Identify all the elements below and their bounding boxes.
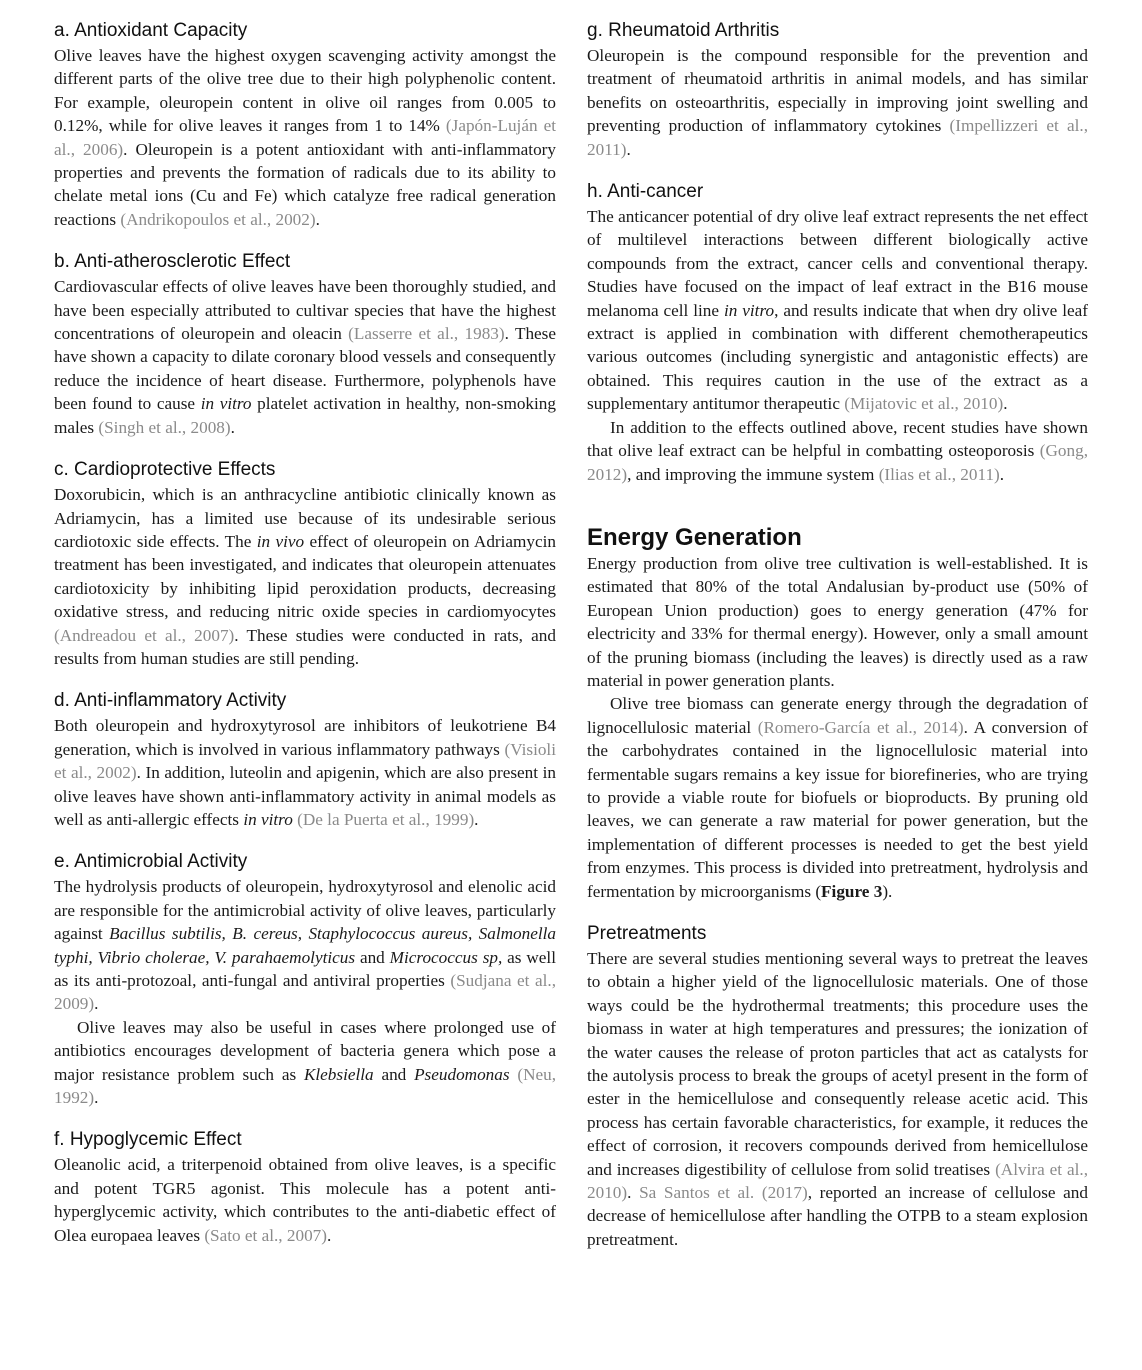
text-run: . Oleuropein is a potent antioxidant with anti-inflammatory properties and prevents the formation of radicals due to its ability to chelate metal ions (Cu and Fe) which catalyze free radical generation reactions — [54, 139, 556, 229]
citation-link[interactable]: (Visioli et al., 2002) — [54, 739, 556, 783]
citation-link[interactable]: (Alvira et al., 2010) — [587, 1159, 1088, 1203]
text-run: Cardiovascular effects of olive leaves have been thoroughly studied, and have been especially attributed to cultivar species that have the highest concentrations of oleuropein and oleacin — [54, 277, 556, 344]
paragraph-anti-inflammatory — [54, 714, 556, 831]
text-run: , and results indicate that when dry olive leaf extract is applied in combination with different chemotherapeutics various outcomes (including synergistic and antagonistic effects) are obtained. This requires caution in the use of the extract as a supplementary antitumor therapeutic — [587, 300, 1088, 414]
text-run: . — [626, 139, 631, 159]
text-run: platelet activation in healthy, non-smoking males — [54, 394, 556, 437]
paragraph-energy-generation: Energy production from olive tree cultivation is well-established. It is estimated that 80% of the total Andalusian by-product use (50% of European Union production) goes to energy generation (47% for electricity and 33% for thermal energy). However, only a small amount of the pruning biomass (including the leaves) is directly used as a raw material in power generation plants. — [587, 553, 1088, 690]
italic-term: in vitro — [723, 300, 775, 320]
citation-link[interactable]: (De la Puerta et al., 1999) — [297, 809, 475, 829]
citation-link[interactable]: (Impellizzeri et al., 2011) — [587, 116, 1088, 159]
text-run: . A conversion of the carbohydrates contained in the lignocellulosic material into fermentable sugars remains a key issue for biorefineries, who are trying to provide a viable route for biofuels or bioproducts. By pruning old leaves, we can generate a raw material for power generation, but the implementation of different processes is needed to get the best yield from enzymes. This process is divided into pretreatment, hydrolysis and fermentation by microorganisms ( — [587, 717, 1089, 901]
text-run: Oleanolic acid, a triterpenoid obtained from olive leaves, is a specific and potent TGR5 agonist. This molecule has a potent anti-hyperglycemic activity, which contributes to the anti-diabetic effect of Olea europaea leaves — [54, 1155, 556, 1245]
citation-link[interactable]: (Singh et al., 2008) — [98, 417, 231, 437]
paragraph-anti-cancer — [587, 205, 1088, 416]
citation-link[interactable]: (Andreadou et al., 2007) — [54, 625, 235, 645]
text-run: . In addition, luteolin and apigenin, which are also present in olive leaves have shown anti-inflammatory activity in animal models as well as anti-allergic effects — [54, 763, 556, 829]
italic-term: Micrococcus sp, — [389, 947, 503, 967]
text-run: as well as its anti-protozoal, anti-fungal and antiviral properties — [54, 947, 556, 990]
heading-antimicrobial: e. Antimicrobial Activity — [54, 851, 248, 873]
paragraph-cardioprotective — [54, 483, 556, 670]
text-run: . These have shown a capacity to dilate coronary blood vessels and consequently reduce the incidence of heart disease. Furthermore, polyphenols have been found to cause — [54, 324, 556, 414]
text-run: . — [326, 1225, 332, 1245]
text-run: Olive leaves may also be useful in cases where prolonged use of antibiotics encourages development of bacteria genera which pose a major resistance problem such as — [54, 1017, 556, 1084]
text-run: . — [315, 209, 320, 229]
text-run: Olive tree biomass can generate energy through the degradation of lignocellulosic material — [587, 694, 1088, 737]
text-run: . — [474, 809, 479, 829]
italic-term: in vitro — [243, 809, 293, 829]
paragraph-antimicrobial-2 — [54, 1016, 556, 1110]
text-run: and — [373, 1064, 415, 1084]
heading-anti-atherosclerotic: b. Anti-atherosclerotic Effect — [54, 251, 291, 273]
text-run: . — [94, 994, 99, 1014]
text-run: ). — [882, 881, 893, 901]
citation-link[interactable]: (Romero-García et al., 2014) — [757, 717, 964, 737]
heading-energy-generation: Energy Generation — [587, 523, 802, 551]
heading-rheumatoid-arthritis: g. Rheumatoid Arthritis — [587, 20, 780, 41]
heading-hypoglycemic: f. Hypoglycemic Effect — [54, 1129, 242, 1151]
citation-link[interactable]: Sa Santos et al. (2017) — [639, 1183, 808, 1203]
text-run: . — [230, 417, 235, 437]
text-run: , reported an increase of cellulose and decrease of hemicellulose after handling the OTPB to a steam explosion pretreatment. — [587, 1183, 1088, 1249]
text-run: Doxorubicin, which is an anthracycline antibiotic clinically known as Adriamycin, has a limited use because of its undesirable serious cardiotoxic side effects. The — [54, 485, 556, 551]
text-run: . — [999, 464, 1005, 484]
figure-reference[interactable]: Figure 3 — [821, 881, 883, 901]
citation-link[interactable]: (Gong, 2012) — [587, 441, 1088, 484]
paragraph-anti-atherosclerotic — [54, 275, 556, 439]
text-run: . — [627, 1183, 640, 1203]
paragraph-energy-generation-2 — [587, 692, 1088, 903]
citation-link[interactable]: (Japón-Luján et al., 2006) — [54, 116, 556, 159]
paragraph-pretreatments — [587, 947, 1088, 1251]
citation-link[interactable]: (Sudjana et al., 2009) — [54, 971, 556, 1014]
text-run: The hydrolysis products of oleuropein, hydroxytyrosol and elenolic acid are responsible for the antimicrobial activity of olive leaves, particularly against — [54, 877, 556, 944]
citation-link[interactable]: (Lasserre et al., 1983) — [348, 324, 505, 344]
paragraph-anti-cancer-2 — [587, 416, 1088, 486]
italic-term: in vivo — [256, 531, 305, 551]
text-run: The anticancer potential of dry olive leaf extract represents the net effect of multilevel interactions between different biologically active compounds from the extract, cancer cells and conventional therapy. Studies have focused on the impact of leaf extract in the B16 mouse melanoma cell line — [587, 207, 1088, 320]
citation-link[interactable]: (Mijatovic et al., 2010) — [844, 394, 1004, 414]
text-run: Olive leaves have the highest oxygen scavenging activity amongst the different parts of the olive tree due to their high polyphenolic content. For example, oleuropein content in olive oil ranges from 0.005 to 0.12%, while for olive leaves it ranges from 1 to 14% — [54, 46, 556, 136]
text-run: . These studies were conducted in rats, and results from human studies are still pending. — [54, 625, 556, 668]
italic-term: in vitro — [200, 394, 252, 414]
paragraph-hypoglycemic — [54, 1153, 556, 1247]
text-run: effect of oleuropein on Adriamycin treatment has been investigated, and indicates that oleuropein attenuates cardiotoxicity by inhibiting lipid peroxidation products, decreasing oxidative stress, and reducing nitric oxide species in cardiomyocytes — [54, 531, 556, 622]
paragraph-antimicrobial — [54, 875, 556, 1015]
heading-anti-inflammatory: d. Anti-inflammatory Activity — [54, 690, 287, 712]
right-column — [587, 20, 1088, 1251]
heading-cardioprotective: c. Cardioprotective Effects — [54, 459, 276, 481]
italic-term: Klebsiella — [303, 1064, 374, 1084]
text-run: Oleuropein is the compound responsible for the prevention and treatment of rheumatoid arthritis in animal models, and has similar benefits on osteoarthritis, especially in improving joint swelling and preventing production of inflammatory cytokines — [587, 46, 1088, 136]
heading-pretreatments: Pretreatments — [587, 923, 707, 944]
italic-term: Pseudomonas — [414, 1064, 510, 1084]
heading-anti-cancer: h. Anti-cancer — [587, 181, 704, 203]
paragraph-rheumatoid-arthritis — [587, 44, 1088, 161]
text-run: . — [1003, 394, 1008, 414]
text-run: and — [355, 947, 390, 967]
heading-antioxidant: a. Antioxidant Capacity — [54, 20, 248, 41]
left-column — [54, 20, 556, 1247]
paragraph-antioxidant — [54, 44, 556, 231]
text-run: , and improving the immune system — [627, 464, 879, 484]
citation-link[interactable]: (Ilias et al., 2011) — [878, 464, 1000, 484]
citation-link[interactable]: (Neu, 1992) — [54, 1064, 556, 1108]
text-run: Both oleuropein and hydroxytyrosol are inhibitors of leukotriene B4 generation, which is involved in various inflammatory pathways — [54, 716, 556, 759]
text-run: In addition to the effects outlined above, recent studies have shown that olive leaf extract can be helpful in combatting osteoporosis — [587, 417, 1088, 461]
italic-term: Bacillus subtilis, B. cereus, Staphylococcus aureus, Salmonella typhi, Vibrio cholerae, V. parahaemolyticus — [54, 924, 557, 967]
text-run: There are several studies mentioning several ways to pretreat the leaves to obtain a higher yield of the lignocellulosic materials. One of those ways could be the hydrothermal treatments; this procedure uses the biomass in water at high temperatures and pressures; the ionization of the water causes the release of proton particles that act as catalysts for the autolysis process to break the groups of acetyl present in the form of ester in the hemicellulose and consequently release acetic acid. This process has certain favorable characteristics, for example, it reduces the effect of corrosion, it recovers compounds derived from hemicellulose and increases digestibility of cellulose from solid treatises — [587, 949, 1088, 1179]
citation-link[interactable]: (Sato et al., 2007) — [204, 1225, 327, 1245]
citation-link[interactable]: (Andrikopoulos et al., 2002) — [120, 209, 316, 229]
text-run: . — [94, 1088, 99, 1108]
